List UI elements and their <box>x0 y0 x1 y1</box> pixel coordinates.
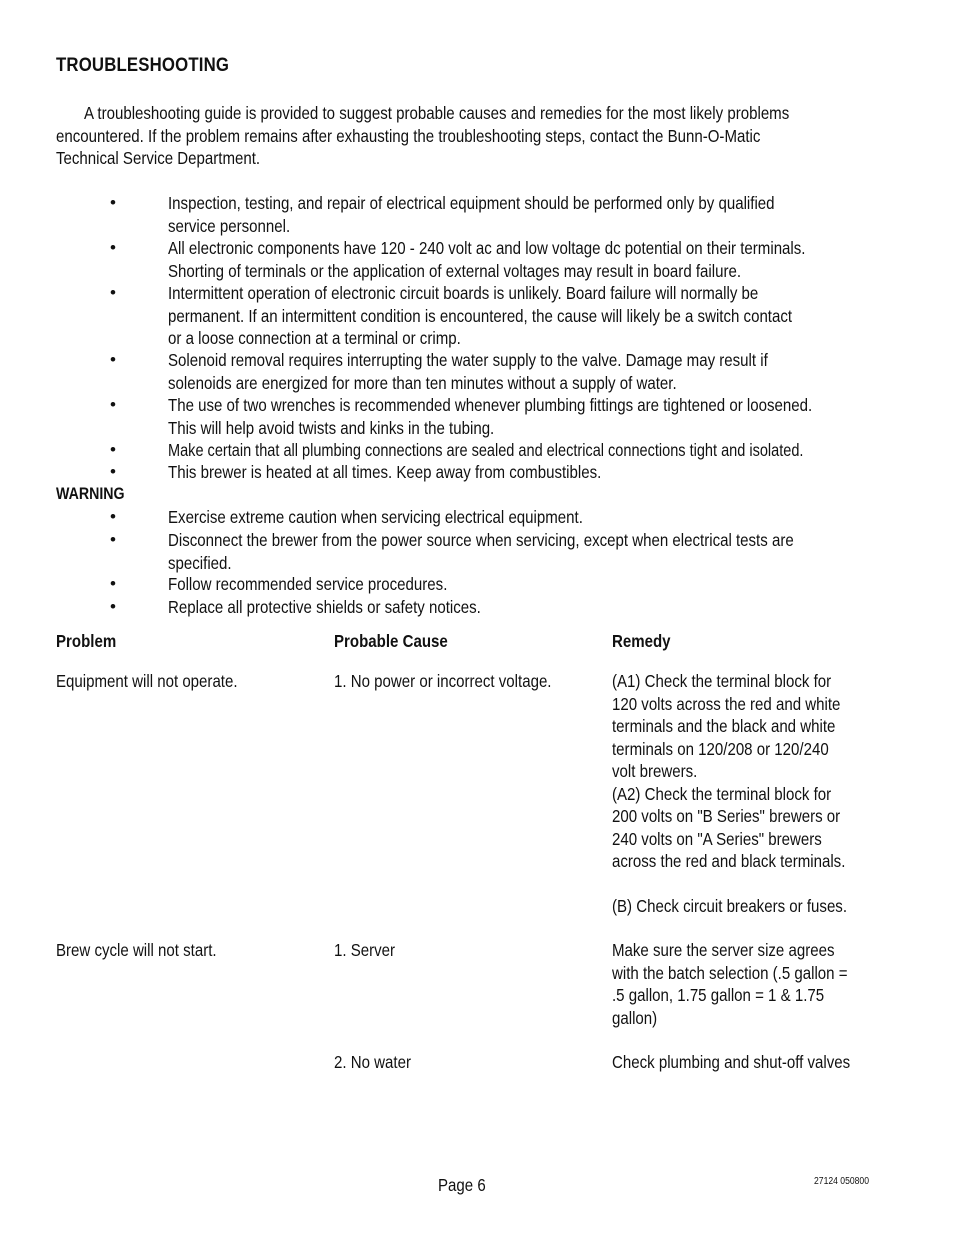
bullet-marker: • <box>110 238 116 257</box>
bullet-text: solenoids are energized for more than ten minutes without a supply of water. <box>168 372 677 393</box>
bullet-text: This will help avoid twists and kinks in the tubing. <box>168 417 495 438</box>
page-number: Page 6 <box>438 1175 486 1195</box>
warning-label: WARNING <box>56 485 125 503</box>
bullet-marker: • <box>110 395 116 414</box>
bullet-text: or a loose connection at a terminal or crimp. <box>168 328 461 348</box>
intro-line: Technical Service Department. <box>56 148 261 168</box>
remedy-line: Check plumbing and shut-off valves <box>612 1052 851 1072</box>
bullet-marker: • <box>110 350 116 369</box>
remedy-line: across the red and black terminals. <box>612 851 846 871</box>
bullet-text: Solenoid removal requires interrupting the water supply to the valve. Damage may result if <box>168 350 768 370</box>
remedy-line: Make sure the server size agrees <box>612 940 835 960</box>
remedy-line: terminals and the black and white <box>612 716 836 736</box>
cause-cell: 2. No water <box>334 1052 411 1072</box>
remedy-line: 240 volts on "A Series" brewers <box>612 828 822 849</box>
bullet-marker: • <box>110 283 116 302</box>
bullet-text: Inspection, testing, and repair of electrical equipment should be performed only by qualified <box>168 193 775 213</box>
bullet-text: Make certain that all plumbing connections are sealed and electrical connections tight and isolated. <box>168 440 804 460</box>
remedy-line: with the batch selection (.5 gallon = <box>612 962 848 983</box>
column-header-remedy: Remedy <box>612 631 671 651</box>
remedy-cell <box>612 670 870 918</box>
column-header-problem: Problem <box>56 631 117 651</box>
page-title: TROUBLESHOOTING <box>56 54 230 76</box>
remedy-line: terminals on 120/208 or 120/240 <box>612 738 829 759</box>
cause-cell: 1. Server <box>334 940 396 960</box>
remedy-line: (A1) Check the terminal block for <box>612 671 832 691</box>
remedy-line: gallon) <box>612 1007 658 1028</box>
bullet-marker: • <box>110 462 116 481</box>
cause-cell: 1. No power or incorrect voltage. <box>334 671 552 691</box>
bullet-text: Intermittent operation of electronic circuit boards is unlikely. Board failure will normally be <box>168 283 759 303</box>
bullet-text: permanent. If an intermittent condition is encountered, the cause will likely be a switch contact <box>168 305 793 326</box>
remedy-line <box>612 873 870 896</box>
remedy-cell <box>612 1051 870 1074</box>
document-code: 27124 050800 <box>814 1176 870 1187</box>
bullet-text: Follow recommended service procedures. <box>168 574 448 594</box>
intro-line: encountered. If the problem remains after exhausting the troubleshooting steps, contact the Bunn-O-Matic <box>56 125 761 146</box>
bullet-marker: • <box>110 193 116 212</box>
remedy-cell <box>612 939 870 1029</box>
remedy-line: 200 volts on "B Series" brewers or <box>612 806 841 826</box>
remedy-line: 120 volts across the red and white <box>612 693 841 714</box>
bullet-text: The use of two wrenches is recommended whenever plumbing fittings are tightened or loosened. <box>168 395 813 415</box>
bullet-text: Disconnect the brewer from the power source when servicing, except when electrical tests are <box>168 530 794 550</box>
remedy-line: .5 gallon, 1.75 gallon = 1 & 1.75 <box>612 985 825 1005</box>
bullet-marker: • <box>110 530 116 549</box>
bullet-marker: • <box>110 440 116 459</box>
bullet-text: Exercise extreme caution when servicing electrical equipment. <box>168 507 583 527</box>
remedy-line: (B) Check circuit breakers or fuses. <box>612 896 848 916</box>
problem-cell: Brew cycle will not start. <box>56 940 217 960</box>
bullet-text: Shorting of terminals or the application of external voltages may result in board failure. <box>168 260 742 281</box>
remedy-line: volt brewers. <box>612 761 698 781</box>
bullet-text: Replace all protective shields or safety notices. <box>168 597 481 617</box>
column-header-cause: Probable Cause <box>334 631 448 651</box>
intro-line: A troubleshooting guide is provided to suggest probable causes and remedies for the most likely problems <box>84 103 790 123</box>
problem-cell: Equipment will not operate. <box>56 671 238 691</box>
bullet-text: service personnel. <box>168 215 291 236</box>
bullet-marker: • <box>110 574 116 593</box>
bullet-text: All electronic components have 120 - 240 volt ac and low voltage dc potential on their terminals. <box>168 238 806 258</box>
bullet-marker: • <box>110 507 116 526</box>
bullet-marker: • <box>110 597 116 616</box>
bullet-text: This brewer is heated at all times. Keep away from combustibles. <box>168 462 602 482</box>
remedy-line: (A2) Check the terminal block for <box>612 783 832 804</box>
intro-paragraph <box>56 102 866 170</box>
bullet-text: specified. <box>168 552 232 573</box>
